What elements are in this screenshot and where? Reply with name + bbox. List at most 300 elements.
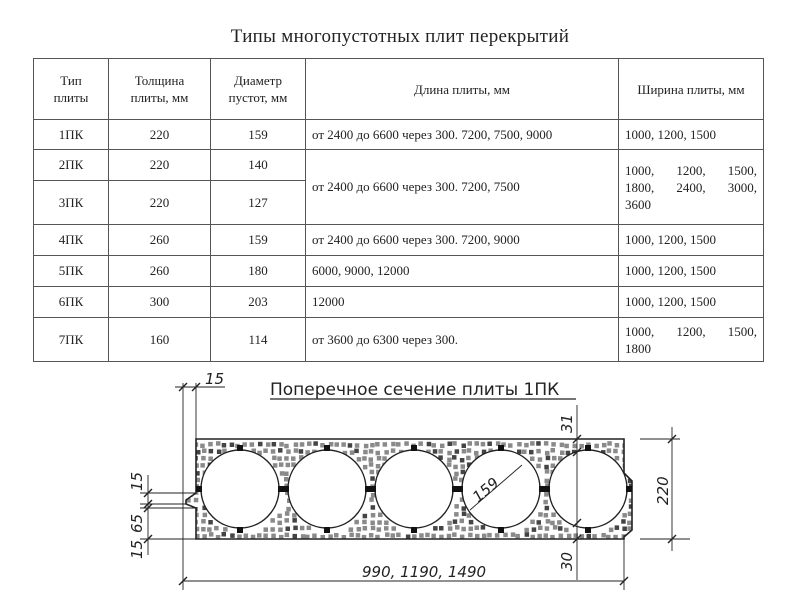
hatch-square: [536, 449, 541, 454]
hatch-square: [377, 520, 382, 525]
hatch-square: [278, 448, 283, 453]
hatch-square: [467, 448, 472, 453]
hatch-square: [544, 513, 549, 518]
rebar-mark: [411, 527, 417, 533]
hatch-square: [284, 472, 289, 477]
cell-thickness: 220: [109, 150, 211, 181]
hatch-square: [531, 542, 536, 547]
hatch-square: [334, 542, 339, 547]
rebar-mark: [457, 486, 463, 492]
hatch-square: [552, 456, 557, 461]
hatch-square: [602, 443, 607, 448]
hatch-square: [461, 541, 466, 546]
hatch-square: [187, 525, 192, 530]
hatch-square: [286, 507, 291, 512]
hatch-square: [200, 463, 205, 468]
header-diameter: [211, 59, 306, 120]
hatch-square: [375, 442, 380, 447]
hatch-square: [613, 449, 618, 454]
hatch-square: [222, 443, 227, 448]
hatch-square: [628, 444, 633, 449]
hatch-square: [615, 525, 620, 530]
cell-length-merged: от 2400 до 6600 через 300. 7200, 7500: [306, 150, 619, 225]
hatch-square: [279, 462, 284, 467]
hatch-square: [294, 448, 299, 453]
header-thickness: [109, 59, 211, 120]
hatch-square: [537, 520, 542, 525]
hatch-square: [522, 450, 527, 455]
hatch-square: [544, 465, 549, 470]
hatch-square: [354, 520, 359, 525]
hatch-square: [223, 527, 228, 532]
hatch-square: [440, 444, 445, 449]
hatch-square: [462, 506, 467, 511]
hatch-square: [419, 533, 424, 538]
hatch-square: [263, 449, 268, 454]
hatch-square: [468, 533, 473, 538]
hatch-square: [545, 469, 550, 474]
cell-diameter: 127: [211, 181, 306, 225]
hatch-square: [263, 534, 268, 539]
hatch-square: [384, 450, 389, 455]
hatch-square: [371, 513, 376, 518]
hatch-square: [455, 525, 460, 530]
hatch-square: [447, 462, 452, 467]
hatch-square: [607, 540, 612, 545]
hatch-square: [250, 442, 255, 447]
table-row: [34, 120, 764, 150]
hatch-square: [202, 449, 207, 454]
rebar-mark: [370, 486, 376, 492]
hatch-square: [230, 443, 235, 448]
hatch-square: [530, 457, 535, 462]
cell-diameter: 159: [211, 120, 306, 150]
cell-type: 6ПК: [34, 287, 109, 318]
cell-thickness: 260: [109, 225, 211, 256]
hatch-square: [371, 541, 376, 546]
hatch-square: [354, 449, 359, 454]
width-line: 1000, 1200, 1500,: [625, 162, 757, 178]
hatch-square: [371, 505, 376, 510]
hatch-square: [363, 465, 368, 470]
cell-type: 3ПК: [34, 181, 109, 225]
cell-length: от 2400 до 6600 через 300. 7200, 9000: [306, 225, 619, 256]
hatch-square: [448, 442, 453, 447]
hatch-square: [376, 542, 381, 547]
hatch-square: [629, 540, 634, 545]
rebar-mark: [585, 445, 591, 451]
hatch-square: [194, 498, 199, 503]
header-diameter-line2: пустот, мм: [228, 90, 288, 105]
rebar-mark: [498, 527, 504, 533]
hatch-square: [193, 539, 198, 544]
hatch-square: [391, 448, 396, 453]
hatch-square: [235, 541, 240, 546]
cell-type: 2ПК: [34, 150, 109, 181]
rebar-mark: [283, 486, 289, 492]
hatch-square: [438, 449, 443, 454]
cell-length: от 2400 до 6600 через 300. 7200, 7500, 9000: [306, 120, 619, 150]
hatch-square: [188, 443, 193, 448]
hatch-square: [427, 442, 432, 447]
hatch-square: [515, 534, 520, 539]
hatch-square: [405, 540, 410, 545]
hatch-square: [224, 541, 229, 546]
hatch-square: [308, 541, 313, 546]
hatch-square: [607, 441, 612, 446]
hatch-square: [270, 527, 275, 532]
hatch-square: [627, 449, 632, 454]
header-length: Длина плиты, мм: [306, 59, 619, 120]
hatch-square: [202, 534, 207, 539]
hatch-square: [292, 518, 297, 523]
hatch-square: [426, 539, 431, 544]
hatch-square: [214, 526, 219, 531]
hatch-square: [384, 526, 389, 531]
hatch-square: [266, 442, 271, 447]
hatch-square: [201, 456, 206, 461]
rebar-mark: [324, 445, 330, 451]
hatch-square: [313, 441, 318, 446]
hatch-square: [601, 539, 606, 544]
hatch-square: [580, 540, 585, 545]
header-type-line1: Тип: [60, 73, 82, 88]
hatch-square: [550, 521, 555, 526]
hatch-square: [525, 541, 530, 546]
hatch-square: [544, 533, 549, 538]
cell-width-merged: [619, 150, 764, 225]
hatch-square: [396, 442, 401, 447]
hatch-square: [244, 540, 249, 545]
cell-diameter: 114: [211, 318, 306, 362]
hatch-square: [448, 526, 453, 531]
hatch-square: [537, 534, 542, 539]
hatch-square: [586, 542, 591, 547]
hatch-square: [592, 534, 597, 539]
hatch-square: [257, 541, 262, 546]
hatch-square: [543, 500, 548, 505]
hatch-square: [319, 541, 324, 546]
hatch-square: [250, 541, 255, 546]
cell-width: 1000, 1200, 1500: [619, 225, 764, 256]
header-type-line2: плиты: [53, 90, 89, 105]
hatch-square: [615, 443, 620, 448]
hatch-square: [431, 534, 436, 539]
hatch-square: [447, 534, 452, 539]
hatch-square: [264, 527, 269, 532]
hatch-square: [327, 541, 332, 546]
hatch-square: [272, 456, 277, 461]
cell-thickness: 260: [109, 256, 211, 287]
hatch-square: [517, 540, 522, 545]
hatch-square: [594, 444, 599, 449]
hatch-square: [377, 527, 382, 532]
hatch-square: [629, 534, 634, 539]
hatch-square: [511, 532, 516, 537]
hatch-square: [530, 441, 535, 446]
hatch-square: [362, 456, 367, 461]
hatch-square: [216, 441, 221, 446]
hatch-square: [348, 443, 353, 448]
rebar-mark: [411, 445, 417, 451]
hatch-square: [447, 451, 452, 456]
hatch-square: [475, 441, 480, 446]
hatch-square: [385, 532, 390, 537]
hatch-square: [294, 442, 299, 447]
hatch-square: [371, 526, 376, 531]
hatch-square: [362, 520, 367, 525]
hatch-square: [370, 476, 375, 481]
hatch-square: [350, 450, 355, 455]
hatch-square: [460, 519, 465, 524]
hatch-square: [545, 540, 550, 545]
hatch-square: [557, 541, 562, 546]
dim-height: 220: [654, 476, 672, 505]
hatch-square: [545, 526, 550, 531]
dim-key-top: 15: [128, 471, 146, 491]
hatch-square: [207, 527, 212, 532]
hatch-square: [551, 464, 556, 469]
hatch-square: [544, 441, 549, 446]
hatch-square: [187, 518, 192, 523]
hatch-square: [622, 541, 627, 546]
hatch-square: [466, 456, 471, 461]
hatch-square: [349, 527, 354, 532]
dim-hole-diameter: 159: [469, 473, 503, 507]
hatch-square: [621, 519, 626, 524]
cell-thickness: 160: [109, 318, 211, 362]
header-thickness-line2: плиты, мм: [130, 90, 189, 105]
hatch-square: [187, 479, 192, 484]
hatch-square: [292, 541, 297, 546]
hatch-square: [475, 534, 480, 539]
hatch-square: [300, 526, 305, 531]
dim-top-cover: 31: [558, 413, 576, 433]
hatch-square: [391, 442, 396, 447]
cell-type: 5ПК: [34, 256, 109, 287]
width-line: 1800, 2400, 3000,: [625, 179, 757, 195]
hatch-square: [354, 540, 359, 545]
hatch-square: [201, 519, 206, 524]
hatch-square: [432, 541, 437, 546]
void-circle: [375, 450, 453, 528]
hatch-square: [230, 533, 235, 538]
hatch-square: [286, 541, 291, 546]
header-width: Ширина плиты, мм: [619, 59, 764, 120]
hatch-square: [503, 533, 508, 538]
hatch-square: [420, 542, 425, 547]
hatch-square: [524, 528, 529, 533]
hatch-square: [447, 521, 452, 526]
hatch-square: [370, 470, 375, 475]
hatch-square: [208, 540, 213, 545]
hatch-square: [538, 457, 543, 462]
hatch-square: [538, 526, 543, 531]
hatch-square: [215, 541, 220, 546]
hatch-square: [538, 541, 543, 546]
cell-length: 12000: [306, 287, 619, 318]
hatch-square: [300, 442, 305, 447]
hatch-square: [475, 526, 480, 531]
hatch-square: [363, 526, 368, 531]
table-row: [34, 287, 764, 318]
hatch-square: [615, 541, 620, 546]
hatch-square: [508, 443, 513, 448]
cell-width: 1000, 1200, 1500: [619, 120, 764, 150]
hatch-square: [558, 526, 563, 531]
hatch-square: [208, 520, 213, 525]
table-row: [34, 256, 764, 287]
hatch-square: [481, 525, 486, 530]
hatch-square: [559, 534, 564, 539]
hatch-square: [369, 462, 374, 467]
hatch-square: [546, 519, 551, 524]
hatch-square: [244, 534, 249, 539]
hatch-square: [188, 465, 193, 470]
hatch-square: [277, 456, 282, 461]
hatch-square: [370, 443, 375, 448]
cell-diameter: 180: [211, 256, 306, 287]
hatch-square: [293, 526, 298, 531]
hatch-square: [453, 465, 458, 470]
hatch-square: [357, 527, 362, 532]
cell-type: 7ПК: [34, 318, 109, 362]
cell-thickness: 220: [109, 181, 211, 225]
hatch-square: [452, 455, 457, 460]
rebar-mark: [585, 527, 591, 533]
hatch-square: [432, 443, 437, 448]
hatch-square: [454, 512, 459, 517]
hatch-square: [349, 533, 354, 538]
hatch-square: [279, 442, 284, 447]
cell-diameter: 203: [211, 287, 306, 318]
hatch-square: [298, 540, 303, 545]
width-line: 1000, 1200, 1500,: [625, 323, 757, 339]
hatch-square: [270, 518, 275, 523]
dim-top-edge: 15: [205, 370, 225, 388]
hatch-square: [391, 533, 396, 538]
hatch-square: [307, 441, 312, 446]
hatch-square: [257, 533, 262, 538]
hatch-square: [546, 456, 551, 461]
hatch-square: [461, 470, 466, 475]
void-circle: [288, 450, 366, 528]
hatch-square: [242, 442, 247, 447]
hatch-square: [291, 456, 296, 461]
hatch-square: [378, 513, 383, 518]
hatch-square: [455, 449, 460, 454]
hatch-square: [231, 542, 236, 547]
hatch-square: [564, 541, 569, 546]
header-thickness-line1: Толщина: [134, 73, 185, 88]
hatch-square: [383, 541, 388, 546]
slab-body: [186, 439, 634, 546]
hatch-square: [266, 541, 271, 546]
hatch-square: [342, 542, 347, 547]
hatch-square: [487, 442, 492, 447]
hatch-square: [587, 534, 592, 539]
hatch-square: [517, 442, 522, 447]
hatch-square: [209, 532, 214, 537]
hatch-square: [439, 526, 444, 531]
hatch-square: [544, 492, 549, 497]
cell-diameter: 140: [211, 150, 306, 181]
rebar-mark: [237, 527, 243, 533]
hatch-square: [615, 456, 620, 461]
voids: [196, 445, 632, 533]
header-type: [34, 59, 109, 120]
hatch-square: [532, 527, 537, 532]
hatch-square: [369, 533, 374, 538]
rebar-mark: [324, 527, 330, 533]
hatch-square: [278, 528, 283, 533]
hatch-square: [203, 540, 208, 545]
hatch-square: [271, 449, 276, 454]
cell-width: 1000, 1200, 1500: [619, 256, 764, 287]
hatch-square: [460, 458, 465, 463]
hatch-square: [487, 542, 492, 547]
hatch-square: [447, 541, 452, 546]
hatch-square: [209, 449, 214, 454]
section-caption: Поперечное сечение плиты 1ПК: [270, 380, 560, 400]
cell-diameter: 159: [211, 225, 306, 256]
hatch-square: [461, 527, 466, 532]
hatch-square: [286, 527, 291, 532]
table-row: [34, 318, 764, 362]
hatch-square: [622, 527, 627, 532]
hatch-square: [545, 451, 550, 456]
hatch-square: [363, 450, 368, 455]
hatch-square: [369, 457, 374, 462]
cell-length: 6000, 9000, 12000: [306, 256, 619, 287]
hatch-square: [525, 532, 530, 537]
hatch-square: [382, 456, 387, 461]
hatch-square: [286, 449, 291, 454]
hatch-square: [529, 450, 534, 455]
header-diameter-line1: Диаметр: [234, 73, 282, 88]
hatch-square: [530, 520, 535, 525]
hatch-square: [439, 541, 444, 546]
hatch-square: [391, 542, 396, 547]
hatch-square: [285, 511, 290, 516]
hatch-square: [487, 533, 492, 538]
hatch-square: [462, 512, 467, 517]
cell-thickness: 220: [109, 120, 211, 150]
hatch-square: [376, 464, 381, 469]
hatch-square: [545, 479, 550, 484]
hatch-square: [286, 463, 291, 468]
hatch-square: [469, 527, 474, 532]
hatch-square: [392, 526, 397, 531]
hatch-square: [573, 444, 578, 449]
hatch-square: [357, 457, 362, 462]
hatch-square: [468, 441, 473, 446]
hatch-square: [356, 533, 361, 538]
hatch-square: [398, 540, 403, 545]
hatch-square: [355, 443, 360, 448]
hatch-square: [481, 442, 486, 447]
hatch-square: [467, 541, 472, 546]
hatch-square: [454, 504, 459, 509]
hatch-square: [560, 451, 565, 456]
hatch-square: [607, 448, 612, 453]
hatch-square: [412, 534, 417, 539]
hatch-square: [622, 513, 627, 518]
hatch-square: [524, 443, 529, 448]
dim-key-bottom: 15: [128, 539, 146, 559]
hatch-square: [217, 450, 222, 455]
hatch-square: [560, 443, 565, 448]
